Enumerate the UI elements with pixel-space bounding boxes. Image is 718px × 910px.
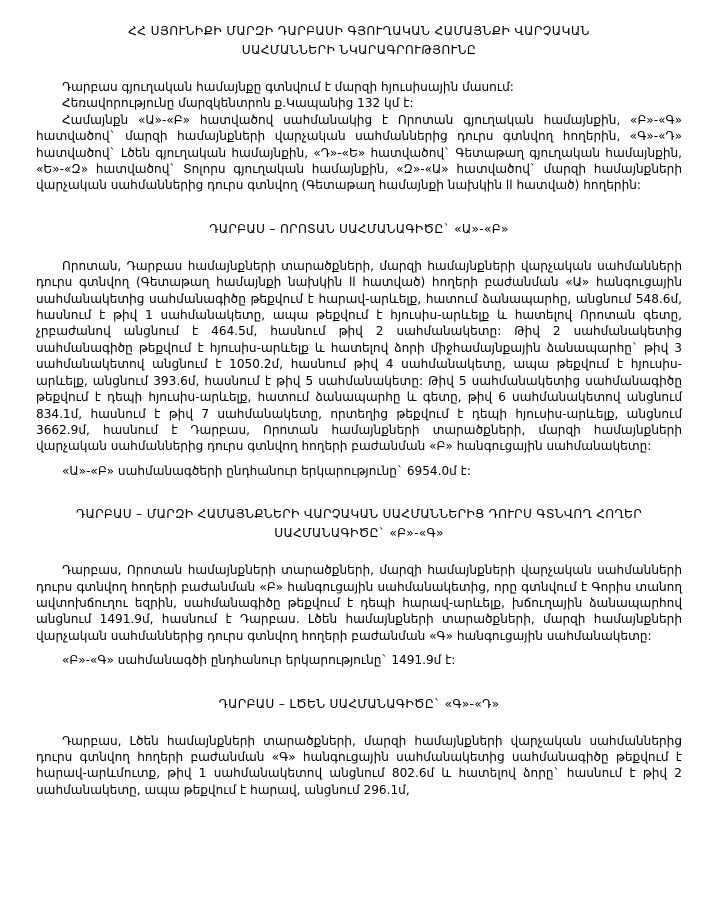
page-title [36, 22, 682, 60]
spacer-before-section-1-summary [36, 455, 682, 463]
section-3-body: Դարբաս, Լծեն համայնքների տարածքների, մարզի համայնքների վարչական սահմաններից դուրս գտնվող հողերի բաժանման «Գ» հանգուցային սահմանակետից սահմանագիծը թեքվում է հարավ-արևմուտք, թիվ 1 սահմանակետով անցնում 802.6մ և հատելով ձորը` հասնում է թիվ 2 սահմանակետը, ապա թեքվում է հարավ, անցնում 296.1մ, [36, 733, 682, 797]
intro-block [36, 79, 682, 194]
section-3-heading [36, 695, 682, 714]
spacer-before-section-2 [36, 479, 682, 505]
section-2-summary: «Բ»-«Գ» սահմանագծի ընդհանուր երկարությունը` 1491.9մ է: [62, 653, 456, 668]
intro-line-adjacency: Համայնքն «Ա»-«Բ» հատվածով սահմանակից է Որոտան գյուղական համայնքին, «Բ»-«Գ» հատվածով` մարզի համայնքների վարչական սահմաններից դուրս գտնվող հողերին, «Գ»-«Դ» հատվածով` Լծեն գյուղական համայնքին, «Դ»-«Ե» հատվածով` Գետաթաղ գյուղական համայնքին, «Ե»-«Զ» հատվածով` Տոլորս գյուղական համայնքին, «Զ»-«Ա» հատվածով` մարզի համայնքների վարչական սահմաններից դուրս գտնվող (Գետաթաղ համայնքի նախկին ll հատված) հողերին: [36, 112, 682, 193]
spacer-before-section-1 [36, 194, 682, 220]
section-2-heading [36, 505, 682, 543]
section-1-heading-line-1: ԴԱՐԲԱՍ – ՈՐՈՏԱՆ ՍԱՀՄԱՆԱԳԻԾԸ` «Ա»-«Բ» [209, 221, 509, 236]
spacer-before-section-2-summary [36, 644, 682, 652]
page-title-line-1: ՀՀ ՍՅՈՒՆԻՔԻ ՄԱՐԶԻ ԴԱՐԲԱՍԻ ԳՅՈՒՂԱԿԱՆ ՀԱՄԱՅՆՔԻ ՎԱՐՉԱԿԱՆ [128, 24, 590, 38]
intro-line-distance: Հեռավորությունը մարզկենտրոն ք.Կապանից 132 կմ է: [62, 96, 414, 111]
section-3-heading-line-1: ԴԱՐԲԱՍ – ԼԾԵՆ ՍԱՀՄԱՆԱԳԻԾԸ` «Գ»-«Դ» [218, 696, 500, 711]
spacer-after-section-2-heading [36, 543, 682, 562]
spacer-after-section-1-heading [36, 239, 682, 258]
section-2-heading-line-2: ՍԱՀՄԱՆԱԳԻԾԸ` «Բ»-«Գ» [274, 526, 444, 541]
section-2-body: Դարբաս, Որոտան համայնքների տարածքների, մարզի համայնքների վարչական սահմանների դուրս գտնվող հողերի բաժանման «Բ» հանգուցային սահմանակետից, որը գտնվում է Գորիս տանող ավտոխճուղու եզրին, սահմանագիծը թեքվում է դեպի հարավ-արևելք, խճուղային ձանապարհով անցնում 1491.9մ, հասնում է Դարբաս. Լծեն համայնքների տարածքների, մարզի համայնքների վարչական սահմաններից դուրս գտնվող հողերի բաժանման «Գ» հանգուցային սահմանակետը: [36, 563, 682, 643]
spacer-before-section-3 [36, 669, 682, 695]
spacer-after-title [36, 60, 682, 79]
section-1-summary: «Ա»-«Բ» սահմանագծերի ընդհանուր երկարությունը` 6954.0մ է: [62, 463, 471, 478]
section-1-body: Որոտան, Դարբաս համայնքների տարածքների, մարզի համայնքների վարչական սահմանների դուրս գտնվող (Գետաթաղ համայնքի նախկին ll հատված) հողերի բաժանման «Ա» հանգուցային սահմանակետից սահմանագիծը թեքվում է հարավ-արևելք, հատում ձանապարհը, անցնում 548.6մ, հասնում է թիվ 1 սահմանակետը, ապա թեքվում է հյուսիս-արևելք և հատելով Որոտան գետը, չրբաժանով անցնում է 464.5մ, հասնում թիվ 2 սահմանակետը: Թիվ 2 սահմանակետից սահմանագիծը թեքվում է հյուսիս-արևելք և հատելով ձորի միջհամայնքային ձանապարհը` թիվ 3 սահմանակետով անցնում է 1050.2մ, հասնում թիվ 4 սահմանակետը, ապա թեքվում է հյուսիս-արևելք, անցնում 393.6մ, հասնում է թիվ 5 սահմանակետը: Թիվ 5 սահմանակետից սահմանագիծը թեքվում է դեպի հյուսիս-արևելք, հատում ձանապարհը և գետը, թիվ 6 սահմանակետով անցնում 834.1մ, հասնում է թիվ 7 սահմանակետը, որտեղից թեքվում է դեպի հյուսիս-արևելք, անցնում 3662.9մ, հասնում է Դարբաս, Որոտան համայնքների տարածքների, մարզի համայնքների վարչական սահմաններից դուրս գտնվող հողերի բաժանման «Բ» հանգուցային սահմանակետը: [36, 258, 682, 454]
section-2-heading-line-1: ԴԱՐԲԱՍ – ՄԱՐԶԻ ՀԱՄԱՅՆՔՆԵՐԻ ՎԱՐՉԱԿԱՆ ՍԱՀՄԱՆՆԵՐԻՑ ԴՈՒՐՍ ԳՏՆՎՈՂ ՀՈՂԵՐ [76, 507, 642, 522]
page-title-line-2: ՍԱՀՄԱՆՆԵՐԻ ՆԿԱՐԱԳՐՈՒԹՅՈՒՆԸ [241, 43, 477, 57]
spacer-after-section-3-heading [36, 714, 682, 733]
intro-line-location: Դարբաս գյուղական համայնքը գտնվում է մարզի հյուսիսային մասում: [62, 80, 514, 94]
section-1-heading [36, 220, 682, 239]
